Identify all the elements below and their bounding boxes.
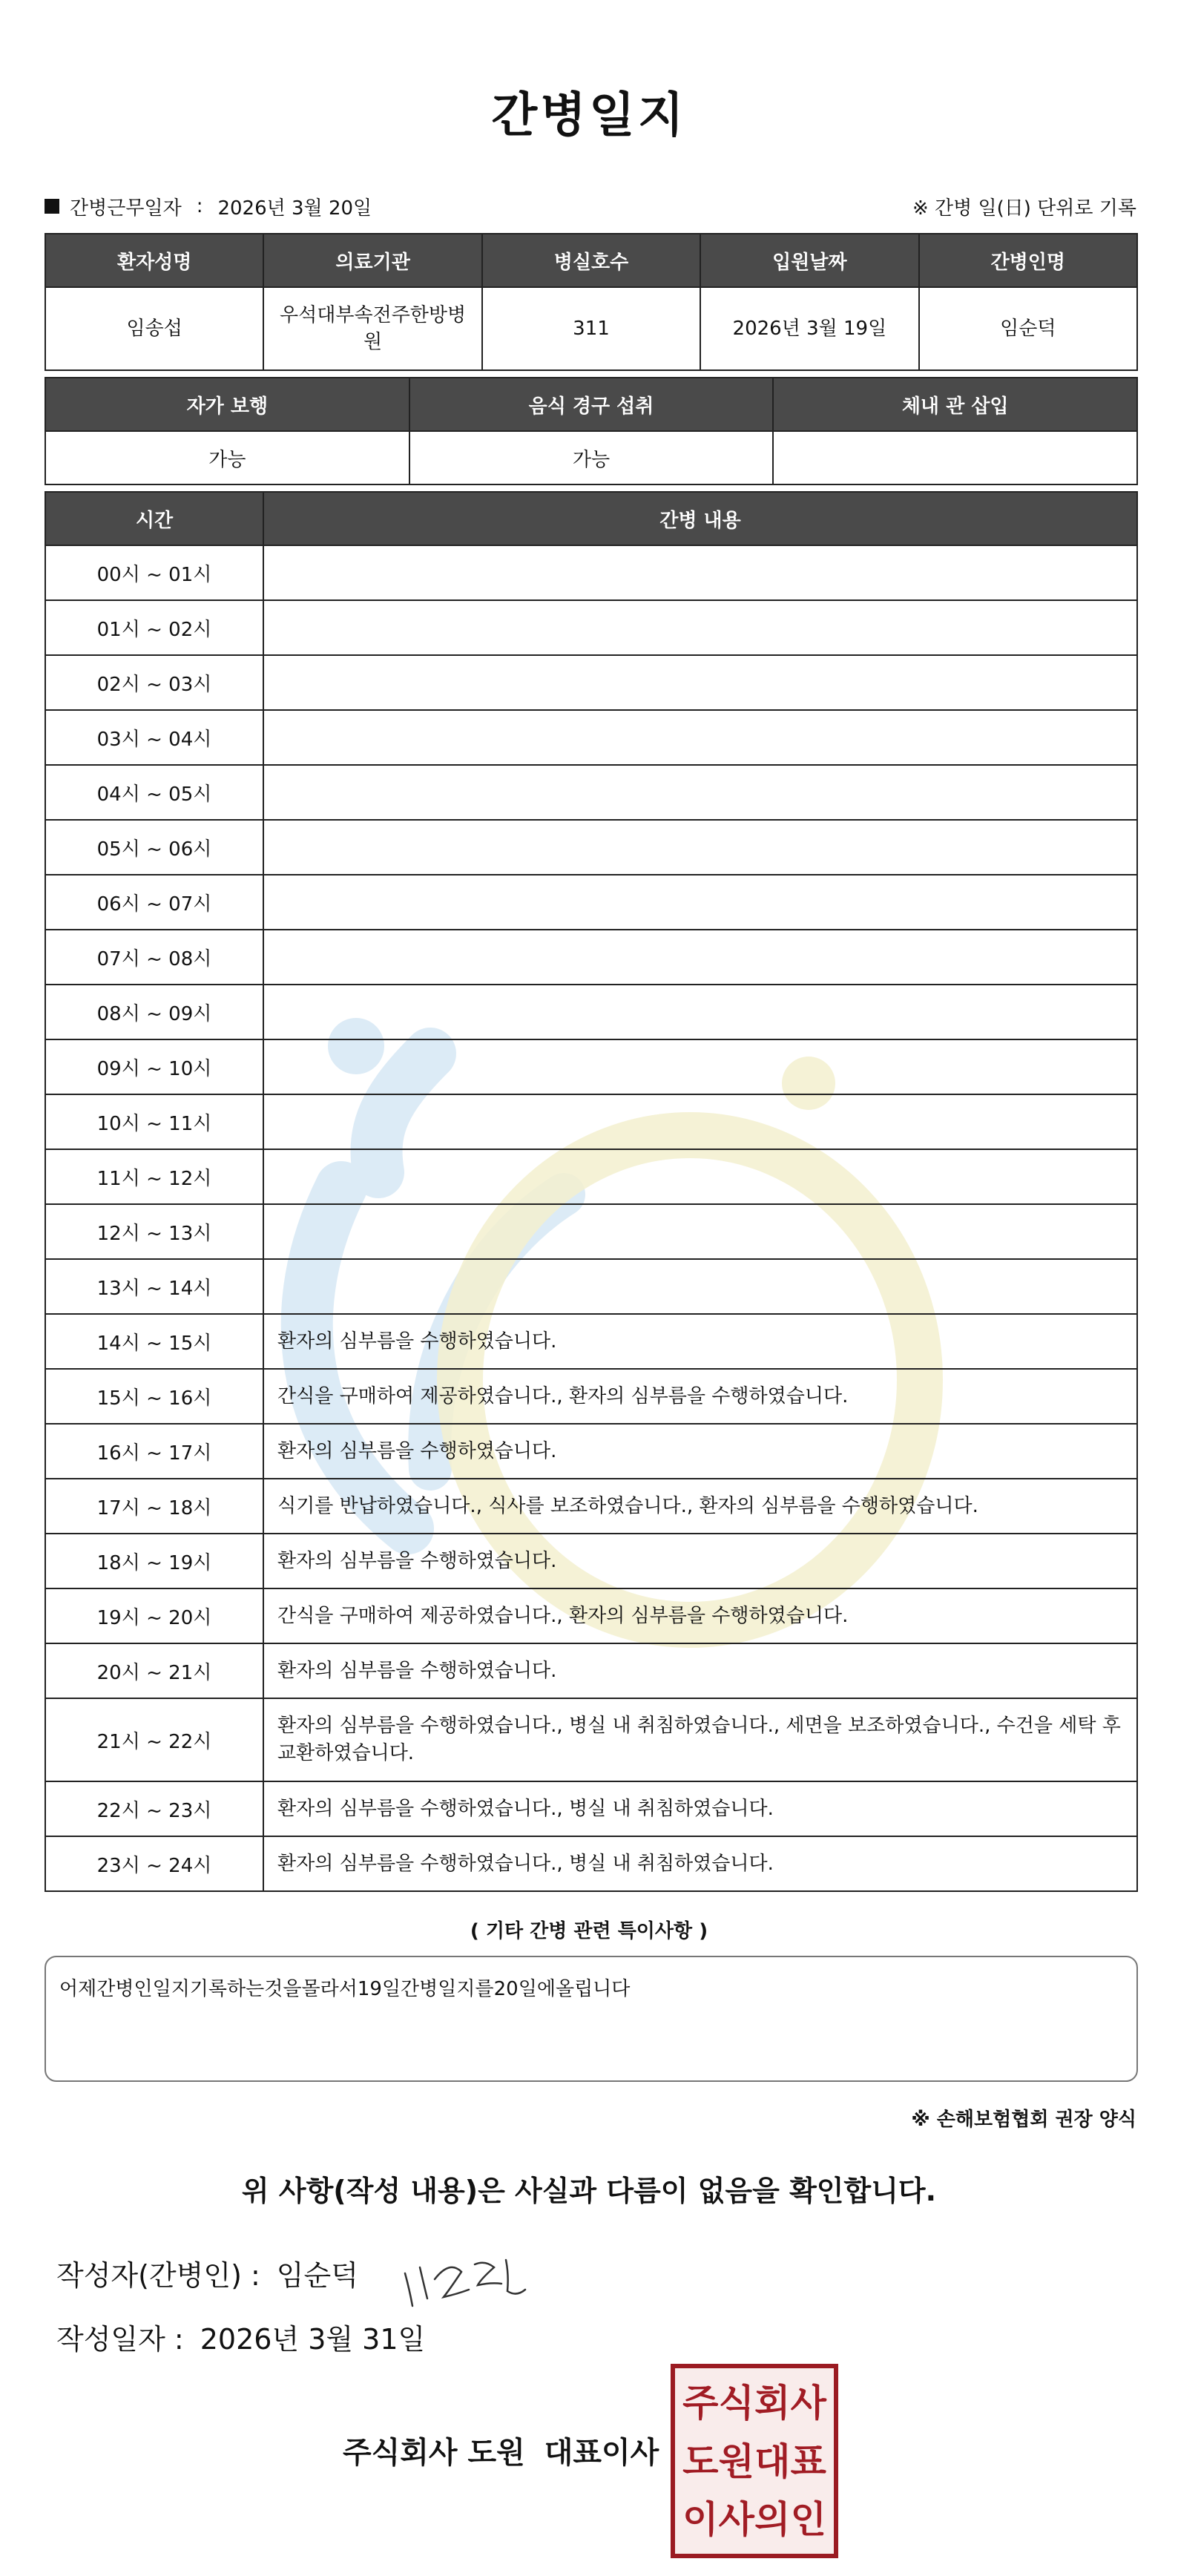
care-time: 15시 ~ 16시 bbox=[45, 1369, 263, 1424]
care-time: 20시 ~ 21시 bbox=[45, 1643, 263, 1698]
company-signature-line bbox=[343, 2429, 659, 2471]
care-time: 01시 ~ 02시 bbox=[45, 600, 263, 655]
care-row bbox=[45, 1094, 1137, 1149]
care-content bbox=[263, 1259, 1137, 1314]
status-header-row bbox=[45, 378, 1137, 431]
care-row bbox=[45, 1149, 1137, 1204]
care-content bbox=[263, 985, 1137, 1039]
admission-date: 2026년 3월 19일 bbox=[700, 287, 918, 370]
care-content: 환자의 심부름을 수행하였습니다., 병실 내 취침하였습니다., 세면을 보조하였습니다., 수건을 세탁 후 교환하였습니다. bbox=[263, 1698, 1137, 1781]
care-time: 13시 ~ 14시 bbox=[45, 1259, 263, 1314]
patient-status-table bbox=[45, 377, 1138, 485]
care-time: 21시 ~ 22시 bbox=[45, 1698, 263, 1781]
care-time: 05시 ~ 06시 bbox=[45, 820, 263, 875]
seal-character: 사 bbox=[718, 2498, 754, 2542]
handwritten-signature bbox=[398, 2238, 531, 2319]
header-time: 시간 bbox=[45, 492, 263, 545]
care-row bbox=[45, 1698, 1137, 1781]
meta-row bbox=[45, 191, 1136, 221]
written-date-value: 2026년 3월 31일 bbox=[200, 2323, 426, 2356]
care-content bbox=[263, 875, 1137, 930]
seal-character: 원 bbox=[718, 2439, 754, 2483]
oral-intake-value: 가능 bbox=[409, 431, 774, 484]
care-time: 00시 ~ 01시 bbox=[45, 545, 263, 600]
header-tube-insertion: 체내 관 삽입 bbox=[773, 378, 1137, 431]
care-content bbox=[263, 545, 1137, 600]
status-value-row bbox=[45, 431, 1137, 484]
record-unit-note: ※ 간병 일(日) 단위로 기록 bbox=[912, 197, 1136, 220]
page-title: 간병일지 bbox=[491, 88, 687, 143]
work-date-group bbox=[45, 193, 372, 220]
header-patient-name: 환자성명 bbox=[45, 234, 263, 287]
care-content bbox=[263, 1039, 1137, 1094]
seal-character: 식 bbox=[718, 2382, 754, 2425]
care-row bbox=[45, 1314, 1137, 1369]
notes-label: ( 기타 간병 관련 특이사항 ) bbox=[470, 1920, 708, 1942]
care-content: 환자의 심부름을 수행하였습니다., 병실 내 취침하였습니다. bbox=[263, 1781, 1137, 1836]
written-date-line bbox=[56, 2316, 425, 2357]
patient-info-table bbox=[45, 233, 1138, 371]
header-caregiver-name: 간병인명 bbox=[919, 234, 1137, 287]
care-content bbox=[263, 1149, 1137, 1204]
care-content: 환자의 심부름을 수행하였습니다., 병실 내 취침하였습니다. bbox=[263, 1836, 1137, 1891]
header-self-walking: 자가 보행 bbox=[45, 378, 409, 431]
care-time: 12시 ~ 13시 bbox=[45, 1204, 263, 1259]
header-oral-intake: 음식 경구 섭취 bbox=[409, 378, 774, 431]
care-content: 간식을 구매하여 제공하였습니다., 환자의 심부름을 수행하였습니다. bbox=[263, 1588, 1137, 1643]
bullet-square-icon bbox=[45, 199, 59, 214]
patient-value-row bbox=[45, 287, 1137, 370]
care-content: 환자의 심부름을 수행하였습니다. bbox=[263, 1534, 1137, 1588]
care-time: 11시 ~ 12시 bbox=[45, 1149, 263, 1204]
special-notes-box: 어제간병인일지기록하는것을몰라서19일간병일지를20일에올립니다 bbox=[45, 1956, 1138, 2082]
care-content bbox=[263, 655, 1137, 710]
company-name: 주식회사 도원 bbox=[343, 2436, 525, 2470]
confirmation-statement: 위 사항(작성 내용)은 사실과 다름이 없음을 확인합니다. bbox=[241, 2175, 937, 2207]
work-date-label: 간병근무일자 bbox=[70, 197, 182, 220]
care-content: 환자의 심부름을 수행하였습니다. bbox=[263, 1643, 1137, 1698]
care-time: 02시 ~ 03시 bbox=[45, 655, 263, 710]
care-time: 06시 ~ 07시 bbox=[45, 875, 263, 930]
care-time: 22시 ~ 23시 bbox=[45, 1781, 263, 1836]
care-time: 14시 ~ 15시 bbox=[45, 1314, 263, 1369]
seal-character: 회 bbox=[754, 2382, 791, 2425]
writer-label: 작성자(간병인) : bbox=[56, 2259, 260, 2292]
care-time: 18시 ~ 19시 bbox=[45, 1534, 263, 1588]
care-content bbox=[263, 765, 1137, 820]
care-time: 16시 ~ 17시 bbox=[45, 1424, 263, 1479]
care-row bbox=[45, 545, 1137, 600]
seal-character: 도 bbox=[682, 2439, 719, 2483]
header-admission-date: 입원날짜 bbox=[700, 234, 918, 287]
care-time: 04시 ~ 05시 bbox=[45, 765, 263, 820]
company-seal-stamp bbox=[671, 2364, 838, 2558]
written-date-label: 작성일자 : bbox=[56, 2323, 184, 2356]
care-content: 환자의 심부름을 수행하였습니다. bbox=[263, 1424, 1137, 1479]
caregiver-name: 임순덕 bbox=[919, 287, 1137, 370]
care-row bbox=[45, 1039, 1137, 1094]
care-time: 23시 ~ 24시 bbox=[45, 1836, 263, 1891]
care-header-row bbox=[45, 492, 1137, 545]
recommended-form-note: ※ 손해보험협회 권장 양식 bbox=[911, 2109, 1136, 2131]
hospital-name: 우석대부속전주한방병원 bbox=[263, 287, 481, 370]
seal-character: 사 bbox=[790, 2382, 826, 2425]
care-row bbox=[45, 1479, 1137, 1534]
care-content: 환자의 심부름을 수행하였습니다. bbox=[263, 1314, 1137, 1369]
writer-line bbox=[56, 2253, 358, 2293]
care-row bbox=[45, 1424, 1137, 1479]
care-row bbox=[45, 1643, 1137, 1698]
representative-title: 대표이사 bbox=[544, 2436, 659, 2470]
work-date-value: 2026년 3월 20일 bbox=[217, 197, 372, 220]
seal-character: 주 bbox=[682, 2382, 719, 2425]
care-time: 17시 ~ 18시 bbox=[45, 1479, 263, 1534]
care-time: 07시 ~ 08시 bbox=[45, 930, 263, 985]
care-row bbox=[45, 600, 1137, 655]
patient-name: 임송섭 bbox=[45, 287, 263, 370]
care-row bbox=[45, 1588, 1137, 1643]
care-row bbox=[45, 765, 1137, 820]
writer-name: 임순덕 bbox=[276, 2259, 358, 2292]
care-time: 03시 ~ 04시 bbox=[45, 710, 263, 765]
care-content bbox=[263, 820, 1137, 875]
seal-character: 대 bbox=[754, 2439, 791, 2483]
care-time: 08시 ~ 09시 bbox=[45, 985, 263, 1039]
care-content: 식기를 반납하였습니다., 식사를 보조하였습니다., 환자의 심부름을 수행하였습니다. bbox=[263, 1479, 1137, 1534]
care-log-table bbox=[45, 491, 1138, 1892]
care-row bbox=[45, 985, 1137, 1039]
care-row bbox=[45, 1204, 1137, 1259]
care-row bbox=[45, 930, 1137, 985]
seal-character: 의 bbox=[754, 2498, 791, 2542]
care-time: 10시 ~ 11시 bbox=[45, 1094, 263, 1149]
patient-header-row bbox=[45, 234, 1137, 287]
care-time: 19시 ~ 20시 bbox=[45, 1588, 263, 1643]
care-row bbox=[45, 1259, 1137, 1314]
seal-character: 인 bbox=[790, 2498, 826, 2542]
seal-character: 이 bbox=[682, 2498, 719, 2542]
care-content: 간식을 구매하여 제공하였습니다., 환자의 심부름을 수행하였습니다. bbox=[263, 1369, 1137, 1424]
header-hospital: 의료기관 bbox=[263, 234, 481, 287]
care-content bbox=[263, 600, 1137, 655]
care-row bbox=[45, 875, 1137, 930]
care-content bbox=[263, 1204, 1137, 1259]
work-date-separator: : bbox=[196, 195, 203, 217]
seal-character: 표 bbox=[790, 2439, 826, 2483]
care-row bbox=[45, 1534, 1137, 1588]
header-care-content: 간병 내용 bbox=[263, 492, 1137, 545]
self-walking-value: 가능 bbox=[45, 431, 409, 484]
care-row bbox=[45, 1369, 1137, 1424]
care-content bbox=[263, 710, 1137, 765]
care-row bbox=[45, 655, 1137, 710]
care-content bbox=[263, 930, 1137, 985]
care-row bbox=[45, 1781, 1137, 1836]
care-content bbox=[263, 1094, 1137, 1149]
care-row bbox=[45, 820, 1137, 875]
care-row bbox=[45, 1836, 1137, 1891]
care-time: 09시 ~ 10시 bbox=[45, 1039, 263, 1094]
tube-insertion-value bbox=[773, 431, 1137, 484]
header-room-number: 병실호수 bbox=[482, 234, 700, 287]
room-number: 311 bbox=[482, 287, 700, 370]
care-row bbox=[45, 710, 1137, 765]
